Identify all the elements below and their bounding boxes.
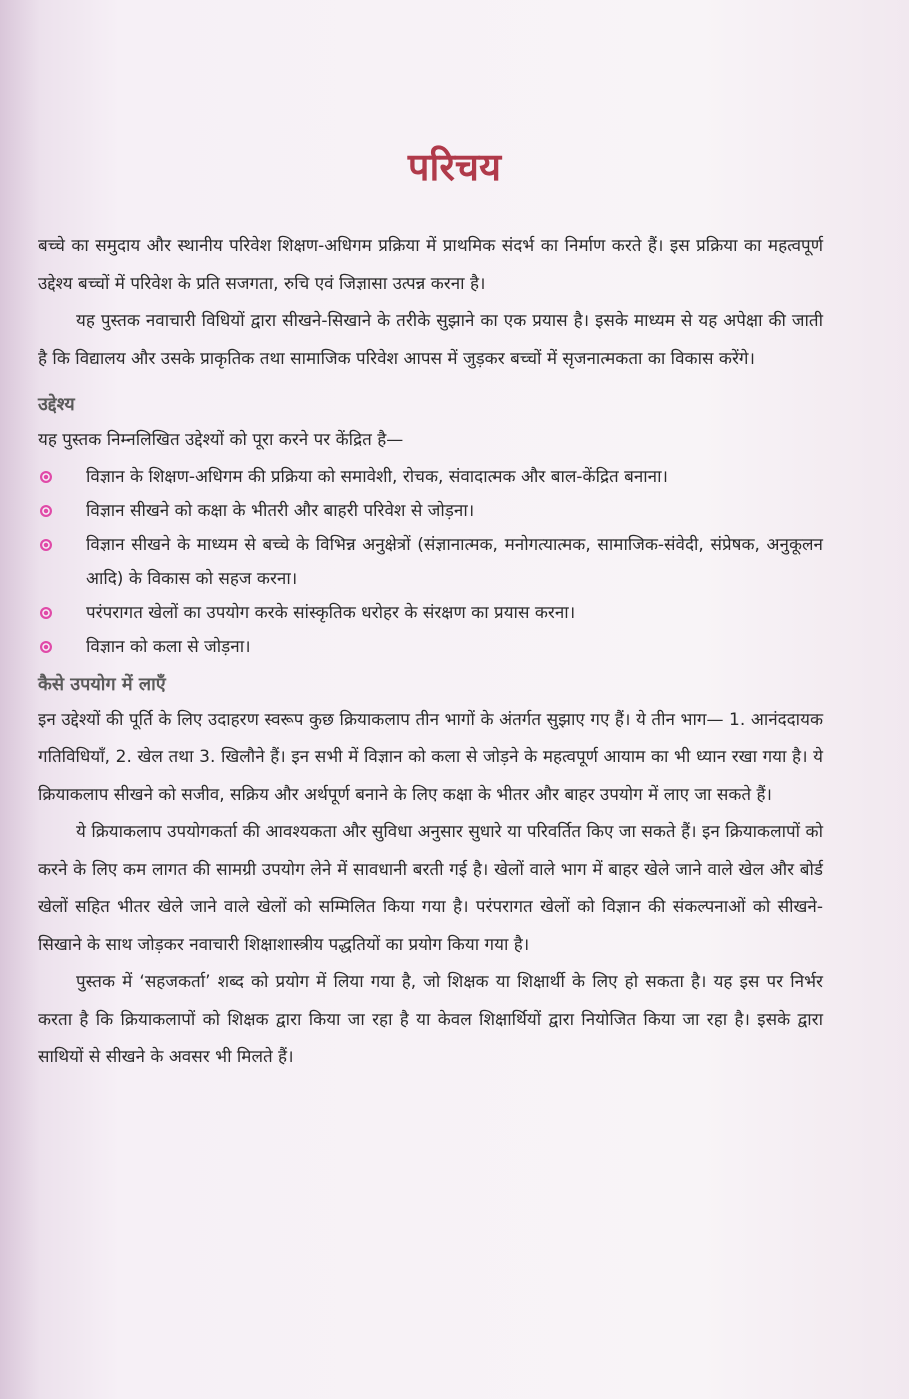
objectives-heading: उद्देश्य bbox=[38, 394, 75, 415]
objective-item: परंपरागत खेलों का उपयोग करके सांस्कृतिक धरोहर के संरक्षण का प्रयास करना। bbox=[38, 596, 823, 630]
page-title: परिचय bbox=[407, 144, 502, 189]
objective-item: विज्ञान सीखने को कक्षा के भीतरी और बाहरी परिवेश से जोड़ना। bbox=[38, 494, 823, 528]
bullet-icon bbox=[40, 607, 52, 619]
page-body bbox=[38, 228, 823, 1077]
intro-paragraph-2: यह पुस्तक नवाचारी विधियों द्वारा सीखने-सिखाने के तरीके सुझाने का एक प्रयास है। इसके माध्यम से यह अपेक्षा की जाती है कि विद्यालय और उसके प्राकृतिक तथा सामाजिक परिवेश आपस में जुड़कर बच्चों में सृजनात्मकता का विकास करेंगे। bbox=[38, 311, 823, 369]
bullet-icon bbox=[40, 505, 52, 517]
objective-item: विज्ञान को कला से जोड़ना। bbox=[38, 630, 823, 664]
bullet-icon bbox=[40, 539, 52, 551]
objective-item: विज्ञान के शिक्षण-अधिगम की प्रक्रिया को समावेशी, रोचक, संवादात्मक और बाल-केंद्रित बनाना। bbox=[38, 460, 823, 494]
usage-paragraph-2: ये क्रियाकलाप उपयोगकर्ता की आवश्यकता और सुविधा अनुसार सुधारे या परिवर्तित किए जा सकते हैं। इन क्रियाकलापों को करने के लिए कम लागत की सामग्री उपयोग लेने में सावधानी बरती गई है। खेलों वाले भाग में बाहर खेले जाने वाले खेल और बोर्ड खेलों सहित भीतर खेले जाने वाले खेलों को सम्मिलित किया गया है। परंपरागत खेलों को विज्ञान की संकल्पनाओं को सीखने-सिखाने के साथ जोड़कर नवाचारी शिक्षाशास्त्रीय पद्धतियों का प्रयोग किया गया है। bbox=[38, 822, 823, 955]
usage-heading: कैसे उपयोग में लाएँ bbox=[38, 673, 166, 695]
intro-paragraph-1: बच्चे का समुदाय और स्थानीय परिवेश शिक्षण-अधिगम प्रक्रिया में प्राथमिक संदर्भ का निर्माण करते हैं। इस प्रक्रिया का महत्वपूर्ण उद्देश्य बच्चों में परिवेश के प्रति सजगता, रुचि एवं जिज्ञासा उत्पन्न करना है। bbox=[38, 236, 823, 294]
objective-item: विज्ञान सीखने के माध्यम से बच्चे के विभिन्न अनुक्षेत्रों (संज्ञानात्मक, मनोगत्यात्मक, सामाजिक-संवेदी, संप्रेषक, अनुकूलन आदि) के विकास को सहज करना। bbox=[38, 528, 823, 596]
objectives-list bbox=[38, 460, 823, 664]
bullet-icon bbox=[40, 471, 52, 483]
usage-paragraph-3: पुस्तक में ‘सहजकर्ता’ शब्द को प्रयोग में लिया गया है, जो शिक्षक या शिक्षार्थी के लिए हो सकता है। यह इस पर निर्भर करता है कि क्रियाकलापों को शिक्षक द्वारा किया जा रहा है या केवल शिक्षार्थियों द्वारा नियोजित किया जा रहा है। इसके द्वारा साथियों से सीखने के अवसर भी मिलते हैं। bbox=[38, 972, 823, 1067]
bullet-icon bbox=[40, 641, 52, 653]
objectives-lead: यह पुस्तक निम्नलिखित उद्देश्यों को पूरा करने पर केंद्रित है— bbox=[38, 430, 404, 450]
usage-paragraph-1: इन उद्देश्यों की पूर्ति के लिए उदाहरण स्वरूप कुछ क्रियाकलाप तीन भागों के अंतर्गत सुझाए गए हैं। ये तीन भाग— 1. आनंददायक गतिविधियाँ, 2. खेल तथा 3. खिलौने हैं। इन सभी में विज्ञान को कला से जोड़ने के महत्वपूर्ण आयाम का भी ध्यान रखा गया है। ये क्रियाकलाप सीखने को सजीव, सक्रिय और अर्थपूर्ण बनाने के लिए कक्षा के भीतर और बाहर उपयोग में लाए जा सकते हैं। bbox=[38, 709, 823, 805]
